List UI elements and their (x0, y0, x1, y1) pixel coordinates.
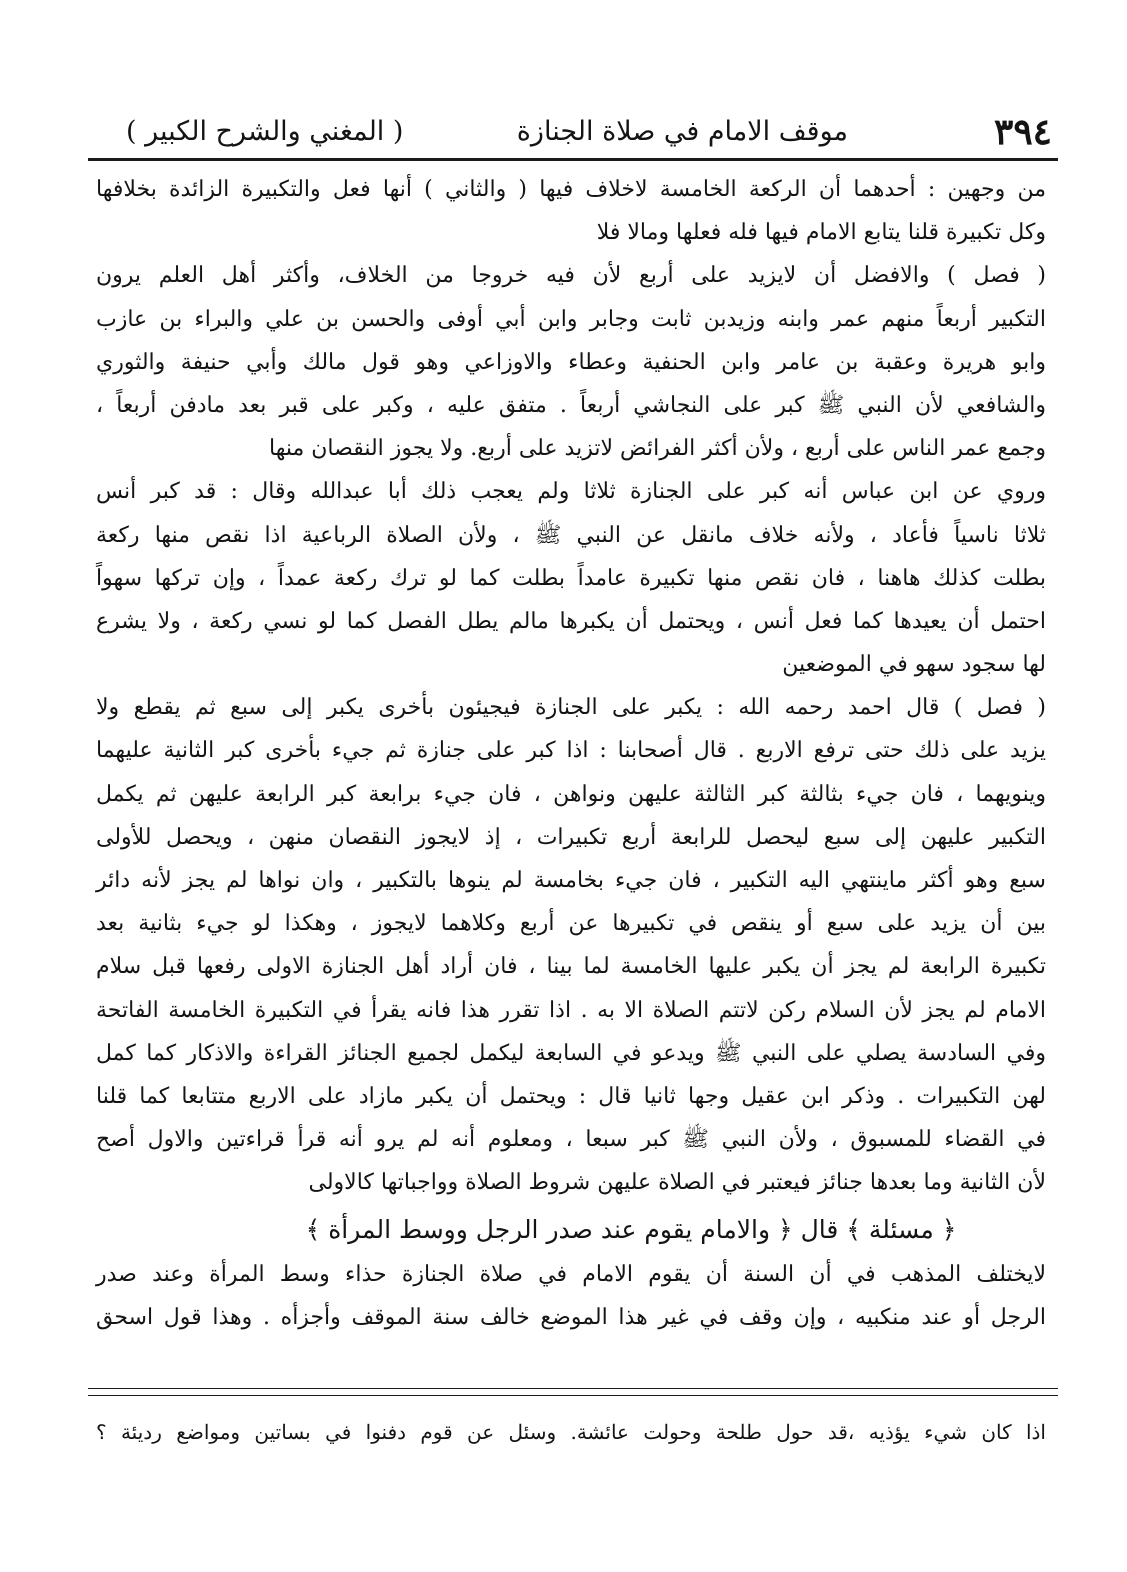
text-line: تكبيرة الرابعة لم يجز أن يكبر عليها الخامسة لما بينا ، فان أراد أهل الجنازة الاولى رفعها قبل سلام (96, 954, 1046, 980)
masala-heading: ﴿ مسئلة ﴾ قال ﴿ والامام يقوم عند صدر الرجل ووسط المرأة ﴾ (305, 1214, 957, 1244)
text-line: لها سجود سهو في الموضعين (782, 652, 1046, 678)
text-line: الرجل أو عند منكبيه ، وإن وقف في غير هذا الموضع خالف سنة الموقف وأجزأه . وهذا قول اسحق (96, 1304, 1046, 1330)
text-line: في القضاء للمسبوق ، ولأن النبي ﷺ كبر سبعا ، ومعلوم أنه لم يرو أنه قرأ قراءتين والاول أصح (96, 1127, 1046, 1153)
text-line: وروي عن ابن عباس أنه كبر على الجنازة ثلاثا ولم يعجب ذلك أبا عبدالله وقال : قد كبر أنس (96, 479, 1046, 505)
text-line: بين أن يزيد على سبع أو ينقص في تكبيرها عن أربع وكلاهما لايجوز ، وهكذا لو جيء بثانية بعد (96, 911, 1046, 937)
text-line: يزيد على ذلك حتى ترفع الاربع . قال أصحابنا : اذا كبر على جنازة ثم جيء بأخرى كبر الثانية عليهما (96, 738, 1046, 764)
book-title: ( المغني والشرح الكبير ) (126, 116, 404, 147)
text-line: لهن التكبيرات . وذكر ابن عقيل وجها ثانيا قال : ويحتمل أن يكبر مازاد على الاربع متتابعا كما قلنا (96, 1083, 1046, 1109)
text-line: وكل تكبيرة قلنا يتابع الامام فيها فله فعلها ومالا فلا (596, 220, 1046, 246)
page-header (86, 112, 1058, 158)
text-line: لايختلف المذهب في أن السنة أن يقوم الامام في صلاة الجنازة حذاء وسط المرأة وعند صدر (96, 1261, 1046, 1287)
text-line: وجمع عمر الناس على أربع ، ولأن أكثر الفرائض لاتزيد على أربع. ولا يجوز النقصان منها (269, 436, 1046, 462)
header-rule (88, 158, 1058, 161)
footnote: اذا كان شيء يؤذيه ،قد حول طلحة وحولت عائشة. وسئل عن قوم دفنوا في بساتين ومواضع رديئة ؟ (96, 1420, 1046, 1444)
text-line: بطلت كذلك هاهنا ، فان نقص منها تكبيرة عامداً بطلت كما لو ترك ركعة عمداً ، وإن تركها سهواً (96, 565, 1046, 591)
text-line: لأن الثانية وما بعدها جنائز فيعتبر في الصلاة عليهن شروط الصلاة وواجباتها كالاولى (308, 1170, 1046, 1196)
text-line: وفي السادسة يصلي على النبي ﷺ ويدعو في السابعة ليكمل لجميع الجنائز القراءة والاذكار كما كمل (96, 1040, 1046, 1066)
text-line: ثلاثا ناسياً فأعاد ، ولأنه خلاف مانقل عن النبي ﷺ ، ولأن الصلاة الرباعية اذا نقص منها ركعة (96, 522, 1046, 548)
text-line: الامام لم يجز لأن السلام ركن لاتتم الصلاة الا به . اذا تقرر هذا فانه يقرأ في التكبيرة الخامسة الفاتحة (96, 997, 1046, 1023)
text-line: وينويهما ، فان جيء بثالثة كبر الثالثة عليهن ونواهن ، فان جيء برابعة كبر الرابعة عليهن ثم يكمل (96, 781, 1046, 807)
footnote-rule-bottom (88, 1395, 1058, 1396)
text-line: التكبير عليهن إلى سبع ليحصل للرابعة أربع تكبيرات ، إذ لايجوز النقصان منهن ، ويحصل للأولى (96, 824, 1046, 850)
text-line: ( فصل ) والافضل أن لايزيد على أربع لأن فيه خروجا من الخلاف، وأكثر أهل العلم يرون (96, 263, 1046, 289)
text-line: سبع وهو أكثر ماينتهي اليه التكبير ، فان جيء بخامسة لم ينوها بالتكبير ، وان نواها لم يجز لأنه دائر (96, 868, 1046, 893)
text-line: والشافعي لأن النبي ﷺ كبر على النجاشي أربعاً . متفق عليه ، وكبر على قبر بعد مادفن أربعاً ، (96, 392, 1046, 418)
main-text (96, 168, 1046, 1339)
text-line: وابو هريرة وعقبة بن عامر وابن الحنفية وعطاء والاوزاعي وهو قول مالك وأبي حنيفة والثوري (96, 349, 1047, 375)
text-line: التكبير أربعاً منهم عمر وابنه وزيدبن ثابت وجابر وابن أبي أوفى والحسن بن علي والبراء بن عازب (96, 306, 1046, 332)
text-line: احتمل أن يعيدها كما فعل أنس ، ويحتمل أن يكبرها مالم يطل الفصل كما لو نسي ركعة ، ولا يشرع (96, 608, 1046, 634)
text-line: ( فصل ) قال احمد رحمه الله : يكبر على الجنازة فيجيئون بأخرى يكبر إلى سبع ثم يقطع ولا (96, 695, 1046, 721)
text-line: من وجهين : أحدهما أن الركعة الخامسة لاخلاف فيها ( والثاني ) أنها فعل والتكبيرة الزائدة بخلافها (96, 177, 1046, 202)
running-title: موقف الامام في صلاة الجنازة (516, 116, 848, 147)
footnote-rule-top (88, 1388, 1058, 1389)
page-number: ٣٩٤ (993, 111, 1052, 153)
